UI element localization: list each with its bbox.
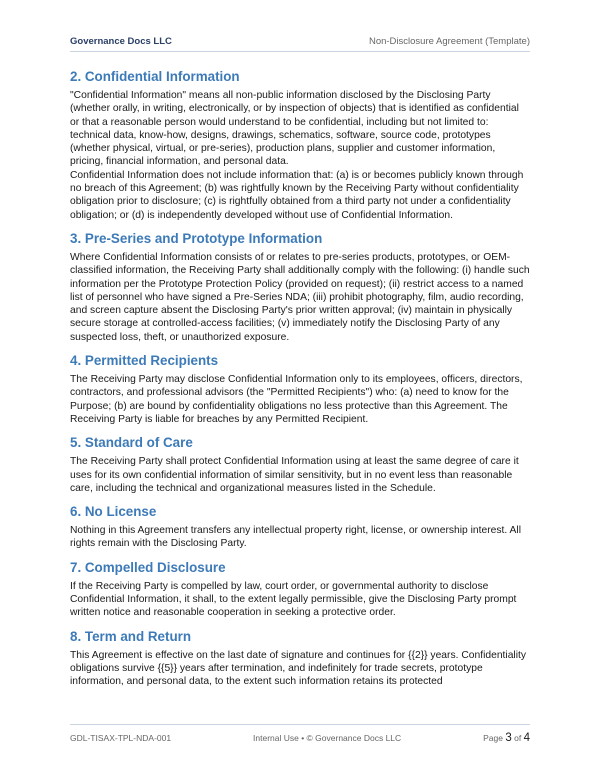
header-org: Governance Docs LLC bbox=[70, 36, 172, 47]
section-heading: 7. Compelled Disclosure bbox=[70, 559, 226, 575]
section-paragraph: "Confidential Information" means all non-public information disclosed by the Disclosing Party (whether orally, in writing, electronically, or by inspection of objects) that is identified as confidential or that a reasonable person would understand to be confidential, including but not limited to: technical data, know-how, designs, drawings, schematics, software, source code, prototypes (whether physical, virtual, or pre-series), production plans, supplier and customer information, pricing, financial information, and personal data. bbox=[70, 90, 519, 168]
section-paragraph: Nothing in this Agreement transfers any intellectual property right, license, or ownership interest. All rights remain with the Disclosing Party. bbox=[70, 525, 522, 550]
section-standard-of-care bbox=[70, 434, 530, 495]
section-paragraph: This Agreement is effective on the last date of signature and continues for {{2}} years. Confidentiality obligations survive {{5}} years after termination, and indefinitely for trade secrets, prototype information, and personal data, to the extent such information retains its protected bbox=[70, 649, 527, 688]
section-paragraph: The Receiving Party may disclose Confidential Information only to its employees, officers, directors, contractors, and professional advisors (the "Permitted Recipients") who: (a) need to know for the Purpose; (b) are bound by confidentiality obligations no less protective than this Agreement. The Receiving Party is liable for breaches by any Permitted Recipient. bbox=[70, 374, 523, 425]
section-pre-series-prototype bbox=[70, 230, 530, 344]
footer-doc-id: GDL-TISAX-TPL-NDA-001 bbox=[70, 733, 172, 743]
page-current: 3 bbox=[505, 732, 512, 744]
section-heading: 5. Standard of Care bbox=[70, 435, 193, 451]
section-confidential-information bbox=[70, 68, 530, 222]
document-body bbox=[70, 68, 530, 697]
section-no-license bbox=[70, 503, 530, 551]
section-heading: 2. Confidential Information bbox=[70, 69, 240, 84]
section-term-and-return bbox=[70, 628, 530, 689]
footer-center-text: Internal Use • © Governance Docs LLC bbox=[253, 733, 402, 743]
section-compelled-disclosure bbox=[70, 559, 530, 620]
section-heading: 8. Term and Return bbox=[70, 628, 192, 644]
page-total: 4 bbox=[523, 732, 530, 744]
section-paragraph: Confidential Information does not include information that: (a) is or becomes publicly known through no breach of this Agreement; (b) was rightfully known by the Receiving Party without confidentiality obligation prior to disclosure; (c) is rightfully obtained from a third party not under a confidentiality obligation; or (d) is independently developed without use of Confidential Information. bbox=[70, 169, 524, 221]
section-paragraph: The Receiving Party shall protect Confidential Information using at least the same degree of care it uses for its own confidential information of similar sensitivity, but in no event less than reasonable care, including the technical and organizational measures listed in the Schedule. bbox=[70, 456, 519, 494]
page-number bbox=[483, 732, 530, 744]
section-paragraph: Where Confidential Information consists of or relates to pre-series products, prototypes, or OEM-classified information, the Receiving Party shall additionally comply with the following: (i) handle such information per the Prototype Protection Policy (provided on request); (ii) restrict access to a named list of personnel who have signed a Pre-Series NDA; (iii) prohibit photography, film, audio recording, and screen capture absent the Disclosing Party's prior written approval; (iv) maintain in physically secure storage at controlled-access facilities; (v) immediately notify the Disclosing Party of any suspected loss, theft, or unauthorized exposure. bbox=[70, 251, 530, 343]
section-heading: 4. Permitted Recipients bbox=[70, 353, 219, 369]
page-label: Page bbox=[483, 733, 503, 743]
section-permitted-recipients bbox=[70, 352, 530, 426]
page-of: of bbox=[514, 733, 522, 743]
page-header bbox=[70, 32, 530, 52]
page-footer bbox=[70, 724, 530, 744]
header-doc-title: Non-Disclosure Agreement (Template) bbox=[368, 36, 530, 47]
section-heading: 3. Pre-Series and Prototype Information bbox=[70, 230, 323, 246]
section-heading: 6. No License bbox=[70, 504, 157, 520]
section-paragraph: If the Receiving Party is compelled by law, court order, or governmental authority to disclose Confidential Information, it shall, to the extent legally permissible, give the Disclosing Party prompt written notice and reasonable cooperation in seeking a protective order. bbox=[70, 580, 517, 619]
